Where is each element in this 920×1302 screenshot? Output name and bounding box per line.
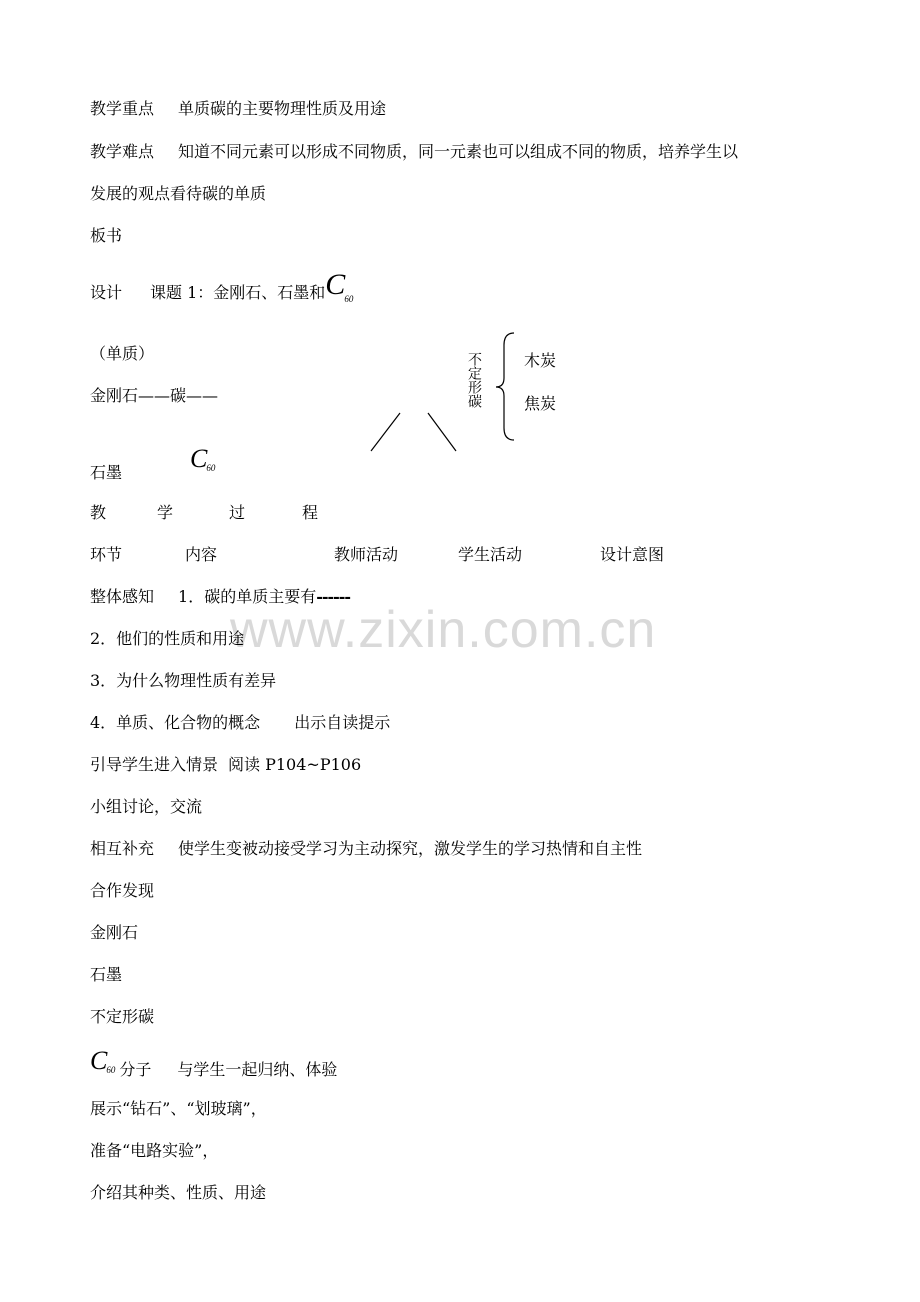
row-7: 相互补充 使学生变被动接受学习为主动探究，激发学生的学习热情和自主性 <box>90 839 643 858</box>
row-14: 准备“电路实验”， <box>90 1141 219 1160</box>
diamond-carbon-label: 金刚石——碳—— <box>90 386 219 405</box>
row-overall-label: 整体感知 <box>90 587 155 606</box>
row-6: 小组讨论，交流 <box>90 797 203 816</box>
difficulty-text: 知道不同元素可以形成不同物质，同一元素也可以组成不同的物质，培养学生以 <box>178 142 739 161</box>
lesson-title: 课题 1：金刚石、石墨和 <box>150 283 326 302</box>
row-9: 金刚石 <box>90 923 139 942</box>
amorphous-carbon-vertical: 不定形碳 <box>466 352 482 408</box>
process-char-1: 教 <box>90 503 107 522</box>
row-3: 3．为什么物理性质有差异 <box>90 671 277 690</box>
row-10: 石墨 <box>90 965 123 984</box>
row-12: $C_{60}$ 分子 与学生一起归纳、体验 <box>90 1046 338 1079</box>
process-char-4: 程 <box>302 503 319 522</box>
curly-brace <box>496 333 514 440</box>
row-4: 4．单质、化合物的概念 出示自读提示 <box>90 713 391 732</box>
watermark: www.zixin.com.cn <box>230 601 657 659</box>
row-overall-text: 1．碳的单质主要有 <box>178 587 317 606</box>
charcoal-label: 木炭 <box>524 351 557 370</box>
header-student: 学生活动 <box>458 545 523 564</box>
key-point-text: 单质碳的主要物理性质及用途 <box>178 99 387 118</box>
key-point-label: 教学重点 <box>90 99 155 118</box>
row-13: 展示“钻石”、“划玻璃”， <box>90 1099 267 1118</box>
c60-diagram: $C_{60}$ <box>190 444 216 473</box>
header-teacher: 教师活动 <box>334 545 399 564</box>
header-section: 环节 <box>90 545 123 564</box>
board-label: 板书 <box>90 226 123 245</box>
c60-formula: $C_{60}$ <box>325 268 354 304</box>
danzhi-label: （单质） <box>90 344 155 363</box>
process-char-2: 学 <box>157 503 174 522</box>
dash-line: ------ <box>316 587 351 606</box>
difficulty-continued: 发展的观点看待碳的单质 <box>90 184 267 203</box>
c60-molecule: $C_{60}$ <box>90 1046 116 1075</box>
header-intent: 设计意图 <box>600 545 665 564</box>
difficulty-label: 教学难点 <box>90 142 155 161</box>
row-15: 介绍其种类、性质、用途 <box>90 1183 267 1202</box>
process-char-3: 过 <box>229 503 246 522</box>
design-label: 设计 <box>90 283 123 302</box>
branch-line-left <box>371 413 400 451</box>
row-2: 2．他们的性质和用途 <box>90 629 245 648</box>
row-8: 合作发现 <box>90 881 155 900</box>
row-11: 不定形碳 <box>90 1007 155 1026</box>
row-overall <box>90 586 350 608</box>
branch-line-right <box>428 413 456 451</box>
header-content: 内容 <box>185 545 218 564</box>
row-5: 引导学生进入情景 阅读 P104~P106 <box>90 755 362 774</box>
coke-label: 焦炭 <box>524 394 557 413</box>
graphite-label: 石墨 <box>90 463 123 482</box>
